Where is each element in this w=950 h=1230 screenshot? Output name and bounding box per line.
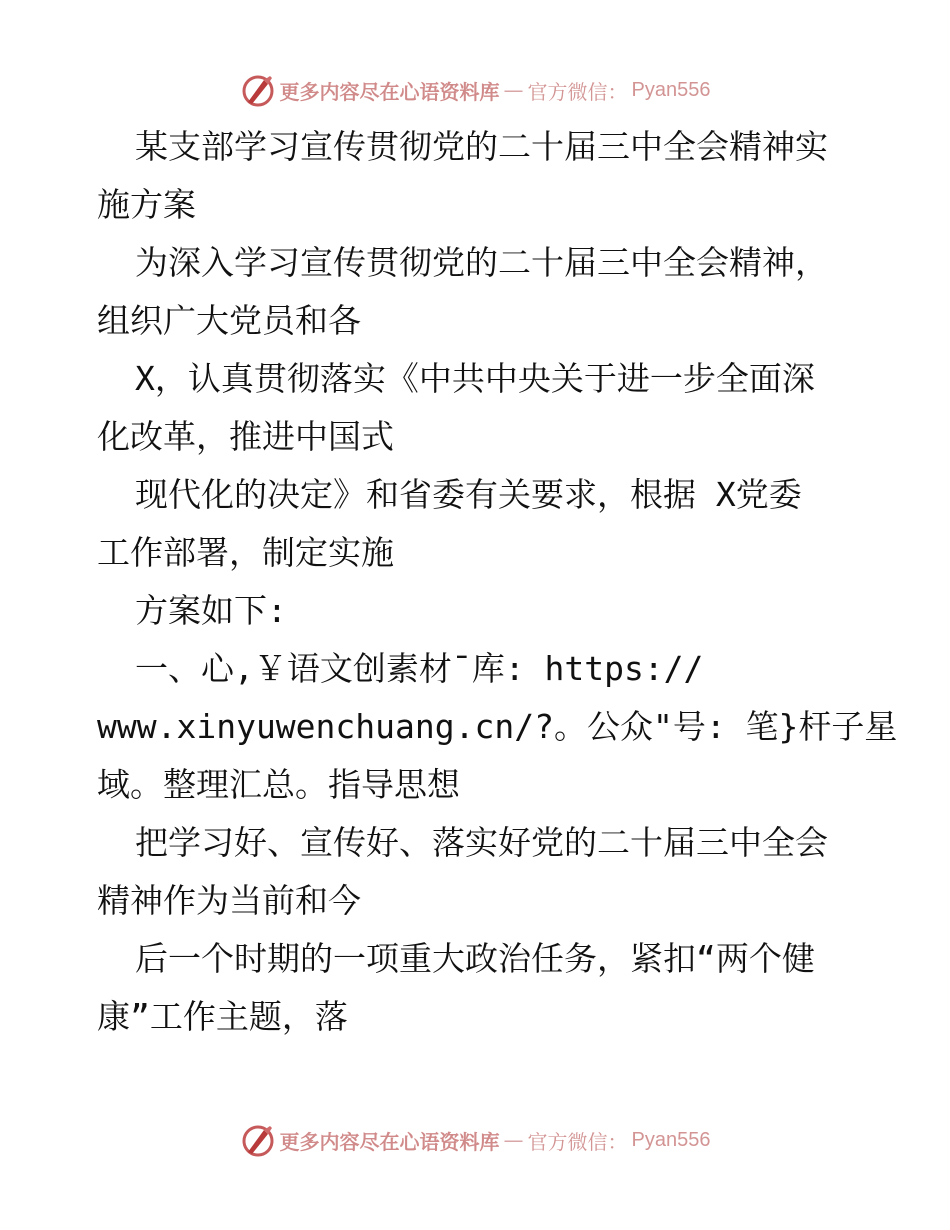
document-line: 方案如下:	[135, 591, 287, 630]
watermark-contact-id: Pyan556	[631, 1128, 711, 1151]
document-body	[97, 120, 898, 1048]
watermark-separator: —	[503, 78, 524, 102]
document-line: X，认真贯彻落实《中共中央关于进一步全面深	[135, 359, 815, 398]
document-line: 一、心,￥语文创素材¯库: https://	[135, 649, 704, 688]
pen-nib-logo-icon	[240, 1122, 276, 1158]
document-line: 施方案	[97, 185, 196, 224]
watermark-separator: —	[503, 1128, 524, 1152]
watermark-contact-id: Pyan556	[631, 78, 711, 101]
footer-watermark	[0, 1120, 950, 1160]
pen-nib-logo-icon	[240, 72, 276, 108]
document-line: 为深入学习宣传贯彻党的二十届三中全会精神，	[135, 243, 828, 282]
watermark-text: 更多内容尽在心语资料库	[279, 79, 500, 104]
document-line: 精神作为当前和今	[97, 881, 361, 920]
document-line: www.xinyuwenchuang.cn/?。公众"号: 笔}杆子星	[97, 707, 898, 746]
header-watermark	[0, 70, 950, 110]
document-line: 后一个时期的一项重大政治任务，紧扣“两个健	[135, 939, 815, 978]
document-line: 化改革，推进中国式	[97, 417, 394, 456]
document-line: 工作部署，制定实施	[97, 533, 394, 572]
watermark-contact-label: 官方微信：	[527, 79, 628, 104]
watermark-contact-label: 官方微信：	[527, 1129, 628, 1154]
document-line: 现代化的决定》和省委有关要求，根据 X党委	[135, 475, 802, 514]
document-line: 某支部学习宣传贯彻党的二十届三中全会精神实	[135, 127, 828, 166]
document-line: 把学习好、宣传好、落实好党的二十届三中全会	[135, 823, 828, 862]
document-line: 组织广大党员和各	[97, 301, 361, 340]
watermark-text: 更多内容尽在心语资料库	[279, 1129, 500, 1154]
document-line: 域。整理汇总。指导思想	[97, 765, 460, 804]
document-line: 康”工作主题，落	[97, 997, 348, 1036]
